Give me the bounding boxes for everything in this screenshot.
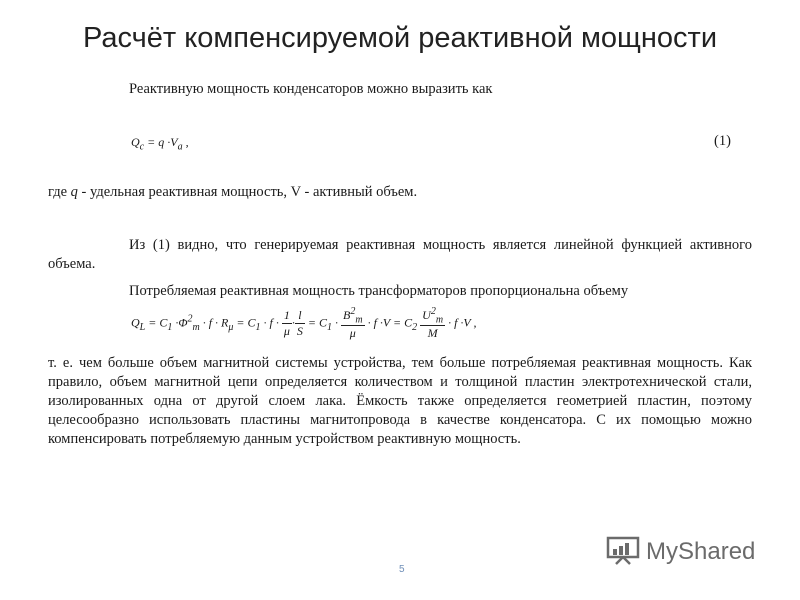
eq2-b: B: [343, 308, 351, 322]
eq2-phi: ·Φ: [172, 315, 188, 330]
eq2-frac3-num: [341, 306, 365, 326]
eq2-c1c-sub: 1: [327, 321, 333, 333]
eq2-fraction-2: [295, 308, 305, 339]
eq2-fraction-1: [282, 308, 292, 339]
logo-text: MyShared: [646, 538, 756, 565]
eq2-frac1-num: 1: [282, 308, 292, 324]
eq2-frac2-num: l: [295, 308, 305, 324]
where-text: - удельная реактивная мощность, V - активный объем.: [77, 184, 418, 200]
eq2-frac2-den: S: [296, 324, 303, 339]
slide-title: Расчёт компенсируемой реактивной мощности: [82, 22, 718, 54]
eq2-dot2: ·: [332, 315, 339, 330]
eq2-frac4-den: M: [427, 326, 438, 341]
equation-1: [131, 135, 189, 152]
paragraph-where: [48, 183, 417, 202]
eq2-c1b: = C: [233, 315, 256, 330]
eq2-f2: · f ·: [260, 315, 279, 330]
eq2-ql: Q: [131, 315, 140, 330]
eq1-v-subscript: a: [177, 141, 183, 153]
eq2-ql-sub: L: [139, 321, 146, 333]
eq2-b-sup: 2: [350, 306, 356, 317]
eq1-q-subscript: c: [139, 141, 145, 153]
eq2-c1-sub: 1: [167, 321, 173, 333]
equation-1-number: (1): [714, 133, 731, 149]
eq2-frac3-den: μ: [349, 326, 356, 341]
eq2-fv: · f ·V = C: [364, 315, 413, 330]
paragraph-conclusion: т. е. чем больше объем магнитной системы устройства, тем больше потребляемая реактивная мощность. Как правило, объем магнитной цепи определяется количеством и толщиной пластин электротехнической стали, изолированных одна от другой слоем лака. Ёмкость также определяется геометрией пластин, поэтому целесообразно использовать пластины магнитопровода в качестве конденсатора. С их помощью можно компенсировать потребляемую данным устройством реактивную мощность.: [48, 355, 752, 447]
eq2-u-sub: m: [435, 314, 444, 326]
eq1-tail: ,: [182, 135, 189, 149]
eq2-u-sup: 2: [430, 306, 436, 317]
eq2-frac1-den: μ: [283, 324, 290, 339]
eq2-c1: = C: [145, 315, 168, 330]
eq2-fraction-3: [341, 306, 365, 341]
eq2-dot1: ·: [291, 315, 295, 330]
eq2-fr: · f · R: [199, 315, 229, 330]
eq2-fraction-4: [420, 306, 445, 341]
eq2-phi-sup: 2: [187, 313, 193, 325]
eq2-b-sub: m: [355, 314, 363, 326]
page-number: 5: [399, 564, 405, 575]
paragraph-transformers: Потребляемая реактивная мощность трансформаторов пропорциональна объему: [129, 283, 629, 299]
eq1-q-symbol: Q: [131, 135, 140, 149]
presentation-board-icon: [606, 535, 640, 570]
eq2-tail: · f ·V ,: [445, 315, 477, 330]
eq2-phi-sub: m: [192, 321, 200, 333]
myshared-logo[interactable]: [606, 536, 755, 568]
eq2-c2-sub: 2: [412, 321, 418, 333]
eq2-r-sub: μ: [228, 321, 234, 333]
equation-2: [131, 306, 477, 341]
eq2-frac4-num: [420, 306, 445, 326]
paragraph-linear: Из (1) видно, что генерируемая реактивная мощность является линейной функцией активного объема.: [48, 237, 752, 272]
eq2-c1b-sub: 1: [255, 321, 261, 333]
paragraph-intro: Реактивную мощность конденсаторов можно выразить как: [129, 81, 493, 97]
eq1-rhs: = q ·V: [144, 135, 178, 149]
where-prefix: где: [48, 184, 71, 200]
where-q: q: [70, 184, 78, 200]
eq2-c1c: = C: [304, 315, 328, 330]
eq2-u: U: [422, 308, 431, 322]
